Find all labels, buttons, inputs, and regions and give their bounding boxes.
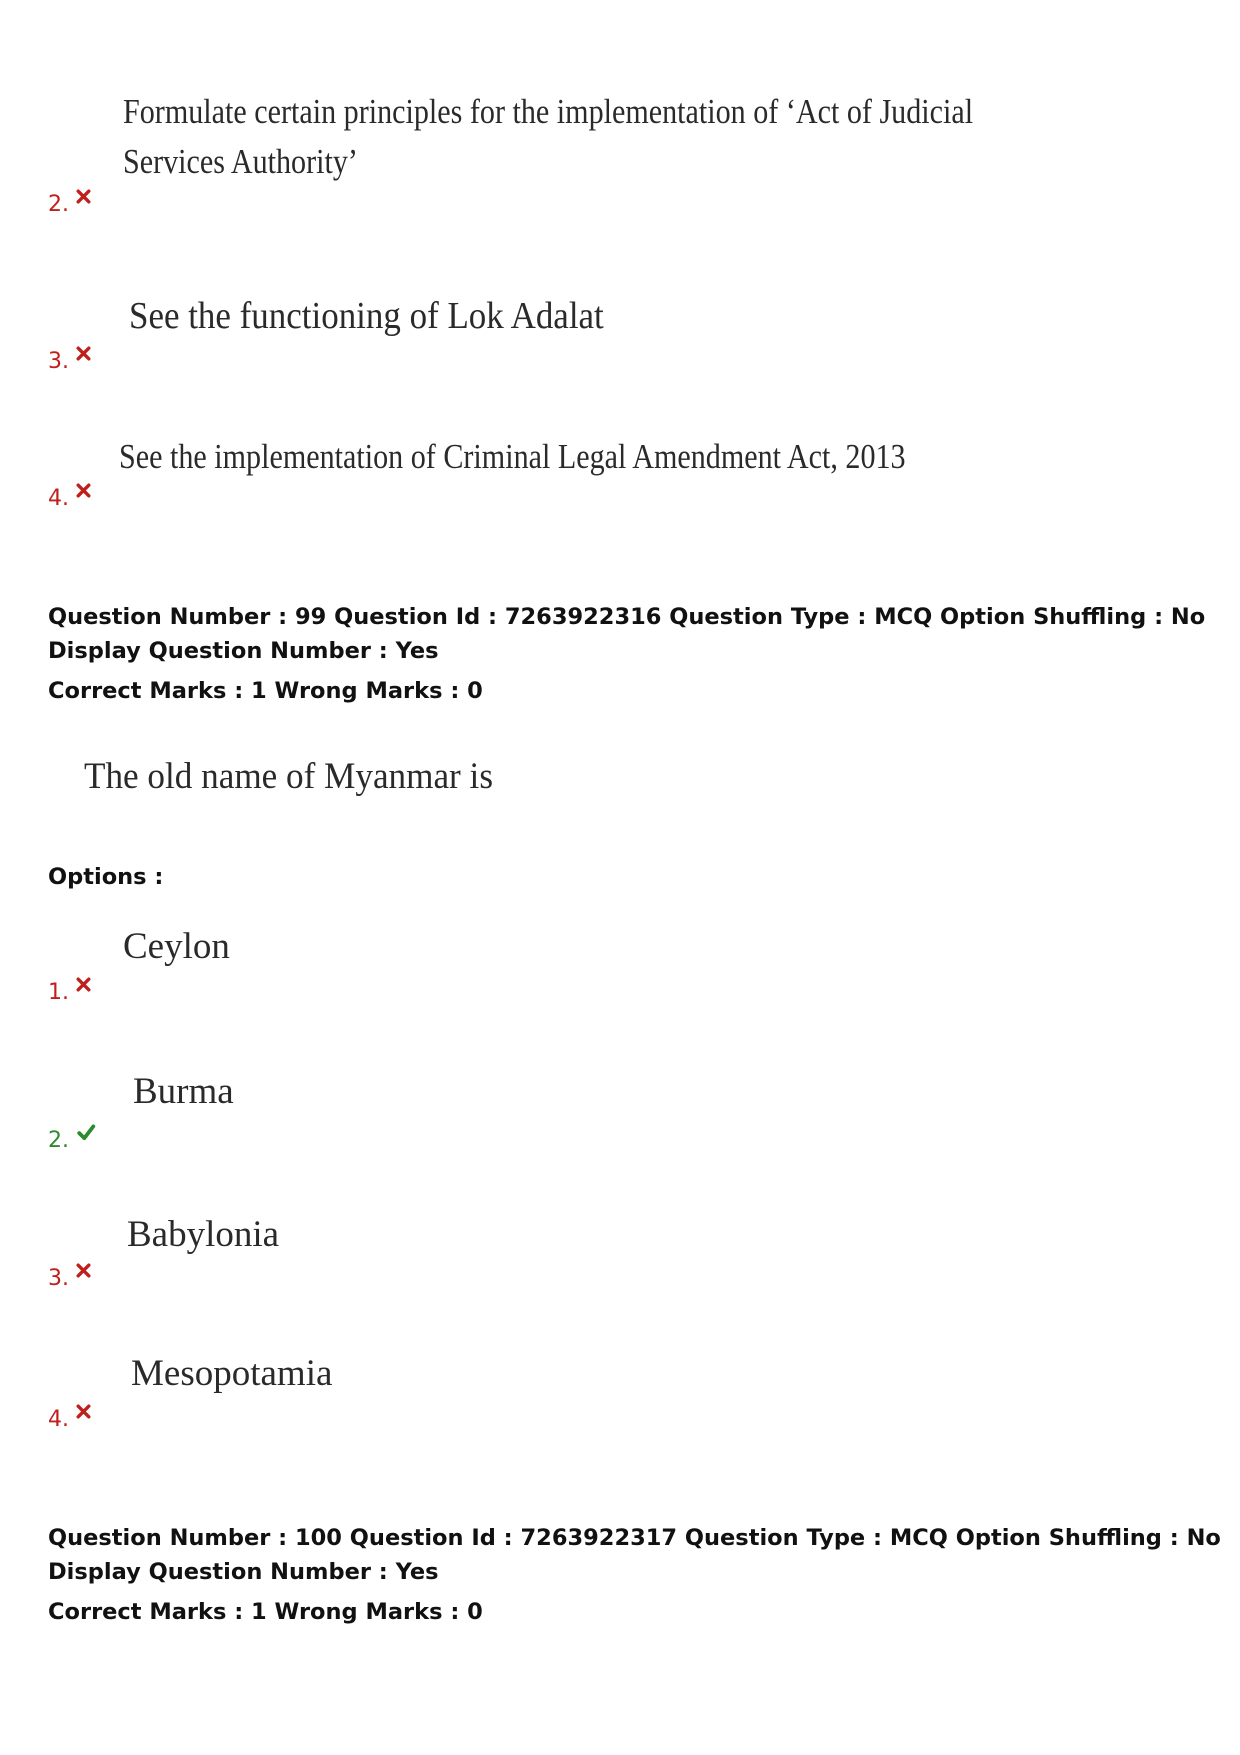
option-number: 3.: [48, 349, 69, 374]
question-99-option-1-number: [48, 976, 92, 1006]
cross-icon: [75, 482, 92, 499]
question-99-option-1-text: Ceylon: [123, 926, 230, 967]
question-99-header-line1: Question Number : 99 Question Id : 7263922316 Question Type : MCQ Option Shuffling : No: [48, 604, 1206, 630]
question-99-option-4-number: [48, 1403, 92, 1433]
cross-icon: [75, 976, 92, 993]
prev-option-3-number: [48, 345, 92, 375]
option-number: 2.: [48, 1128, 69, 1153]
question-99-option-2-text: Burma: [133, 1071, 234, 1112]
question-100-header-line2: Display Question Number : Yes: [48, 1559, 439, 1585]
question-99-text: The old name of Myanmar is: [84, 756, 494, 797]
question-100-header-line1: Question Number : 100 Question Id : 7263922317 Question Type : MCQ Option Shuffling : No: [48, 1525, 1221, 1551]
cross-icon: [75, 188, 92, 205]
question-99-option-2-number: [48, 1123, 97, 1154]
prev-option-2-text-line2: Services Authority’: [123, 142, 358, 181]
check-icon: [75, 1123, 97, 1141]
prev-option-3-text: See the functioning of Lok Adalat: [129, 295, 604, 337]
question-99-marks: Correct Marks : 1 Wrong Marks : 0: [48, 678, 483, 704]
question-99-option-3-number: [48, 1262, 92, 1292]
option-number: 2.: [48, 192, 69, 217]
cross-icon: [75, 1403, 92, 1420]
question-99-option-3-text: Babylonia: [127, 1214, 280, 1255]
cross-icon: [75, 345, 92, 362]
prev-option-4-text: See the implementation of Criminal Legal Amendment Act, 2013: [119, 437, 906, 476]
cross-icon: [75, 1262, 92, 1279]
prev-option-2-number: [48, 188, 92, 218]
option-number: 3.: [48, 1266, 69, 1291]
question-99-option-4-text: Mesopotamia: [131, 1353, 333, 1394]
prev-option-4-number: [48, 482, 92, 512]
option-number: 4.: [48, 1407, 69, 1432]
option-number: 1.: [48, 980, 69, 1005]
prev-option-2-text-line1: Formulate certain principles for the implementation of ‘Act of Judicial: [123, 92, 974, 131]
option-number: 4.: [48, 486, 69, 511]
question-100-marks: Correct Marks : 1 Wrong Marks : 0: [48, 1599, 483, 1625]
question-99-header-line2: Display Question Number : Yes: [48, 638, 439, 664]
question-99-options-label: Options :: [48, 864, 164, 890]
